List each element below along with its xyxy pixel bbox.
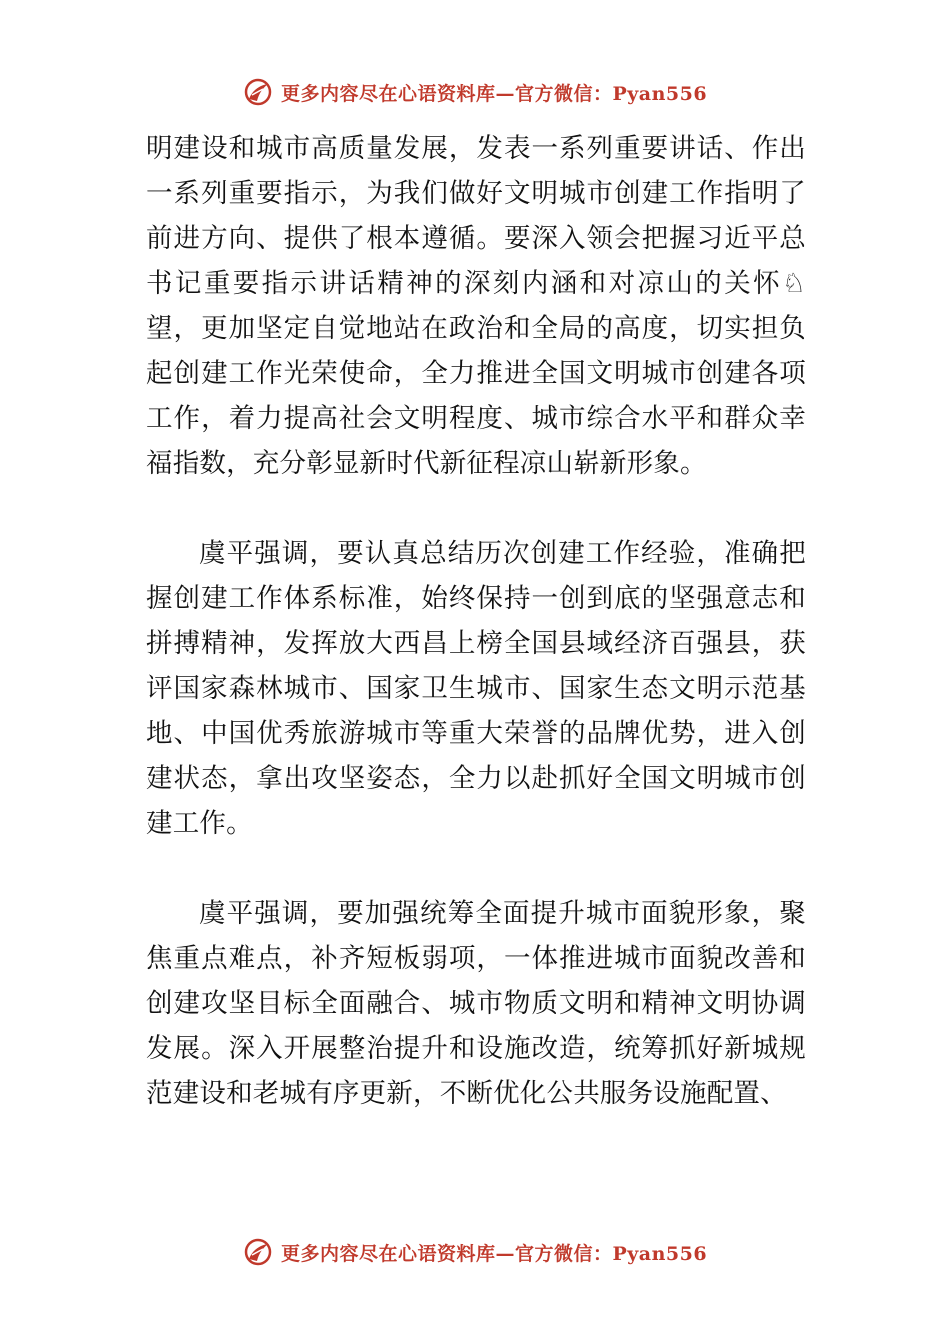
- footer-banner-text: 更多内容尽在心语资料库—官方微信：Pyan556: [280, 1242, 708, 1265]
- document-body: [146, 126, 806, 1116]
- header-banner: [0, 72, 950, 112]
- paragraph-spacer: [146, 846, 806, 891]
- footer-banner: [0, 1232, 950, 1272]
- logo-icon: [243, 77, 273, 107]
- paragraph-1: 明建设和城市高质量发展，发表一系列重要讲话、作出一系列重要指示，为我们做好文明城市创建工作指明了前进方向、提供了根本遵循。要深入领会把握习近平总书记重要指示讲话精神的深刻内涵和对凉山的关怀♘望，更加坚定自觉地站在政治和全局的高度，切实担负起创建工作光荣使命，全力推进全国文明城市创建各项工作，着力提高社会文明程度、城市综合水平和群众幸福指数，充分彰显新时代新征程凉山崭新形象。: [146, 133, 806, 479]
- paragraph-3: 虞平强调，要加强统筹全面提升城市面貌形象，聚焦重点难点，补齐短板弱项，一体推进城市面貌改善和创建攻坚目标全面融合、城市物质文明和精神文明协调发展。深入开展整治提升和设施改造，统筹抓好新城规范建设和老城有序更新，不断优化公共服务设施配置、: [146, 898, 806, 1109]
- paragraph-spacer: [146, 486, 806, 531]
- header-banner-text: 更多内容尽在心语资料库—官方微信：Pyan556: [280, 82, 708, 105]
- paragraph-2: 虞平强调，要认真总结历次创建工作经验，准确把握创建工作体系标准，始终保持一创到底的坚强意志和拼搏精神，发挥放大西昌上榜全国县域经济百强县，获评国家森林城市、国家卫生城市、国家生态文明示范基地、中国优秀旅游城市等重大荣誉的品牌优势，进入创建状态，拿出攻坚姿态，全力以赴抓好全国文明城市创建工作。: [146, 538, 806, 839]
- logo-icon: [243, 1237, 273, 1267]
